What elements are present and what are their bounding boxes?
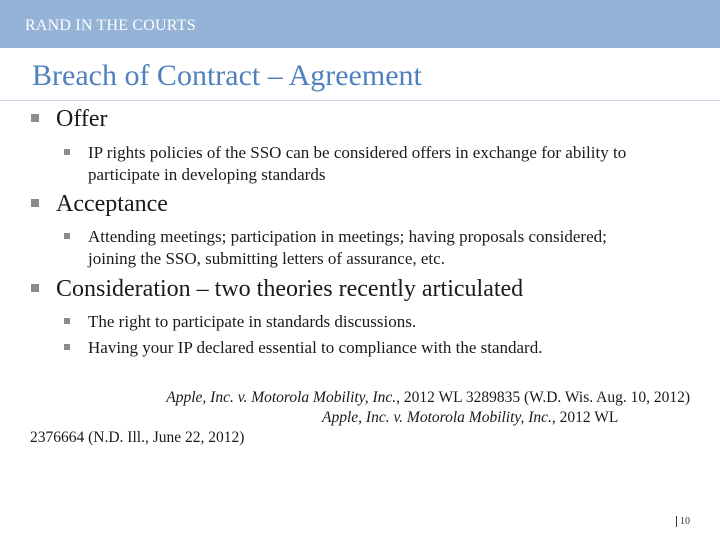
section-heading-label: Consideration – two theories recently articulated: [56, 276, 524, 302]
citations-block: [30, 388, 690, 448]
citation-line: [30, 428, 690, 448]
bullet-item: [64, 337, 634, 359]
case-name: Apple, Inc. v. Motorola Mobility, Inc.: [322, 409, 552, 426]
square-bullet-icon: [64, 149, 70, 155]
bullet-item: [64, 311, 634, 333]
section-heading-acceptance: [31, 191, 168, 218]
bullet-text: Attending meetings; participation in meetings; having proposals considered; joining the SSO, submitting letters of assurance, etc.: [88, 227, 607, 268]
citation-details: , 2012 WL 3289835 (W.D. Wis. Aug. 10, 2012): [396, 389, 690, 406]
header-label: RAND IN THE COURTS: [25, 17, 196, 34]
square-bullet-icon: [64, 344, 70, 350]
bullet-text: Having your IP declared essential to compliance with the standard.: [88, 338, 543, 357]
page-number-divider: [676, 516, 677, 527]
citation-line: [30, 408, 690, 428]
bullet-text: The right to participate in standards discussions.: [88, 312, 417, 331]
page-number: [676, 516, 690, 527]
section-heading-label: Offer: [56, 106, 108, 132]
section-heading-label: Acceptance: [56, 191, 168, 217]
square-bullet-icon: [31, 199, 39, 207]
bullet-item: [64, 226, 634, 270]
title-divider: [0, 100, 720, 101]
bullet-item: [64, 142, 634, 186]
square-bullet-icon: [31, 284, 39, 292]
page-number-value: 10: [680, 516, 690, 527]
slide-title: Breach of Contract – Agreement: [32, 59, 422, 92]
citation-details: 2376664 (N.D. Ill., June 22, 2012): [30, 429, 245, 446]
citation-details: , 2012 WL: [551, 409, 619, 426]
square-bullet-icon: [64, 318, 70, 324]
square-bullet-icon: [64, 233, 70, 239]
section-heading-consideration: [31, 276, 523, 303]
bullet-text: IP rights policies of the SSO can be considered offers in exchange for ability to participate in developing standards: [88, 143, 627, 184]
case-name: Apple, Inc. v. Motorola Mobility, Inc.: [166, 389, 397, 406]
square-bullet-icon: [31, 114, 39, 122]
citation-line: [30, 388, 690, 408]
section-heading-offer: [31, 106, 108, 133]
